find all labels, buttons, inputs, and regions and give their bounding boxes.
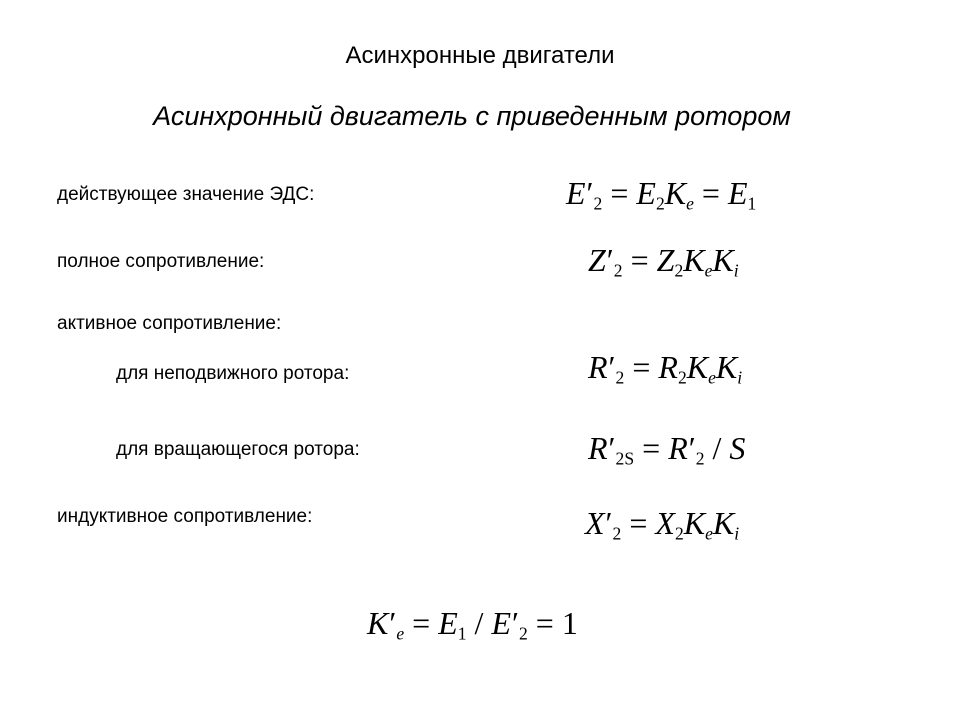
reactance-rhs-sub: 2	[674, 523, 684, 544]
reactance-formula	[585, 507, 739, 543]
divide-sign: /	[712, 430, 722, 466]
stationary-rhs: R	[658, 349, 678, 385]
reactance-f2-sub: i	[734, 523, 740, 544]
emf-rhs2-sub: 1	[747, 193, 757, 214]
coefficient-den: E	[491, 605, 511, 641]
stationary-f1: K	[686, 349, 709, 385]
stationary-rotor-formula	[588, 351, 742, 387]
equals-sign: =	[630, 242, 649, 278]
equals-sign: =	[701, 175, 720, 211]
reactance-f1-sub: e	[705, 523, 713, 544]
coefficient-lhs-sub: e	[396, 623, 405, 644]
stationary-f1-sub: e	[708, 367, 716, 388]
emf-formula	[566, 177, 756, 213]
equals-sign: =	[412, 605, 431, 641]
prime-mark: ′	[606, 242, 614, 278]
rotating-lhs: R	[588, 430, 608, 466]
reactance-f1: K	[683, 505, 706, 541]
rotating-rotor-label: для вращающегося ротора:	[116, 439, 360, 460]
impedance-f1: K	[683, 242, 705, 278]
equals-sign: =	[632, 349, 651, 385]
rotating-lhs-sub: 2S	[615, 448, 635, 469]
rotating-rhs: R	[668, 430, 688, 466]
emf-lhs-sub: 2	[593, 193, 603, 214]
reactance-f2: K	[712, 505, 735, 541]
stationary-rotor-label: для неподвижного ротора:	[116, 363, 350, 384]
prime-mark: ′	[608, 349, 616, 385]
emf-label: действующее значение ЭДС:	[57, 184, 315, 205]
slide-subtitle: Асинхронный двигатель с приведенным ротором	[153, 101, 791, 131]
impedance-rhs: Z	[656, 242, 675, 278]
coefficient-den-sub: 2	[518, 623, 528, 644]
impedance-label: полное сопротивление:	[57, 251, 265, 272]
emf-lhs: E	[566, 175, 586, 211]
reactance-lhs: X	[585, 505, 605, 541]
slide-title: Асинхронные двигатели	[345, 42, 615, 69]
coefficient-num: E	[438, 605, 458, 641]
emf-rhs2: E	[727, 175, 748, 211]
prime-mark: ′	[511, 605, 519, 641]
resistance-label: активное сопротивление:	[57, 313, 282, 334]
equals-sign: =	[642, 430, 661, 466]
coefficient-num-sub: 1	[457, 623, 467, 644]
coefficient-lhs: K	[367, 605, 389, 641]
stationary-lhs-sub: 2	[615, 367, 625, 388]
impedance-lhs: Z	[588, 242, 606, 278]
emf-rhs1: E	[636, 175, 656, 211]
divide-sign: /	[474, 605, 484, 641]
impedance-rhs-sub: 2	[674, 260, 684, 281]
coefficient-formula	[367, 607, 578, 643]
impedance-formula	[588, 244, 739, 280]
rotating-den: S	[729, 430, 746, 466]
stationary-f2: K	[715, 349, 738, 385]
prime-mark: ′	[389, 605, 397, 641]
emf-rhs1-sub: 2	[655, 193, 665, 214]
prime-mark: ′	[586, 175, 594, 211]
reactance-lhs-sub: 2	[612, 523, 622, 544]
prime-mark: ′	[605, 505, 613, 541]
rotating-rhs-sub: 2	[695, 448, 705, 469]
prime-mark: ′	[688, 430, 696, 466]
impedance-lhs-sub: 2	[613, 260, 623, 281]
stationary-lhs: R	[588, 349, 608, 385]
stationary-f2-sub: i	[737, 367, 743, 388]
reactance-label: индуктивное сопротивление:	[57, 506, 313, 527]
equals-sign: =	[629, 505, 648, 541]
impedance-f2-sub: i	[733, 260, 739, 281]
impedance-f2: K	[712, 242, 734, 278]
prime-mark: ′	[608, 430, 616, 466]
emf-factor: K	[664, 175, 687, 211]
equals-sign: =	[610, 175, 629, 211]
rotating-rotor-formula	[588, 432, 745, 468]
equals-sign: =	[535, 605, 554, 641]
emf-factor-sub: e	[686, 193, 694, 214]
reactance-rhs: X	[655, 505, 675, 541]
stationary-rhs-sub: 2	[677, 367, 687, 388]
impedance-f1-sub: e	[704, 260, 713, 281]
coefficient-result: 1	[561, 605, 578, 641]
